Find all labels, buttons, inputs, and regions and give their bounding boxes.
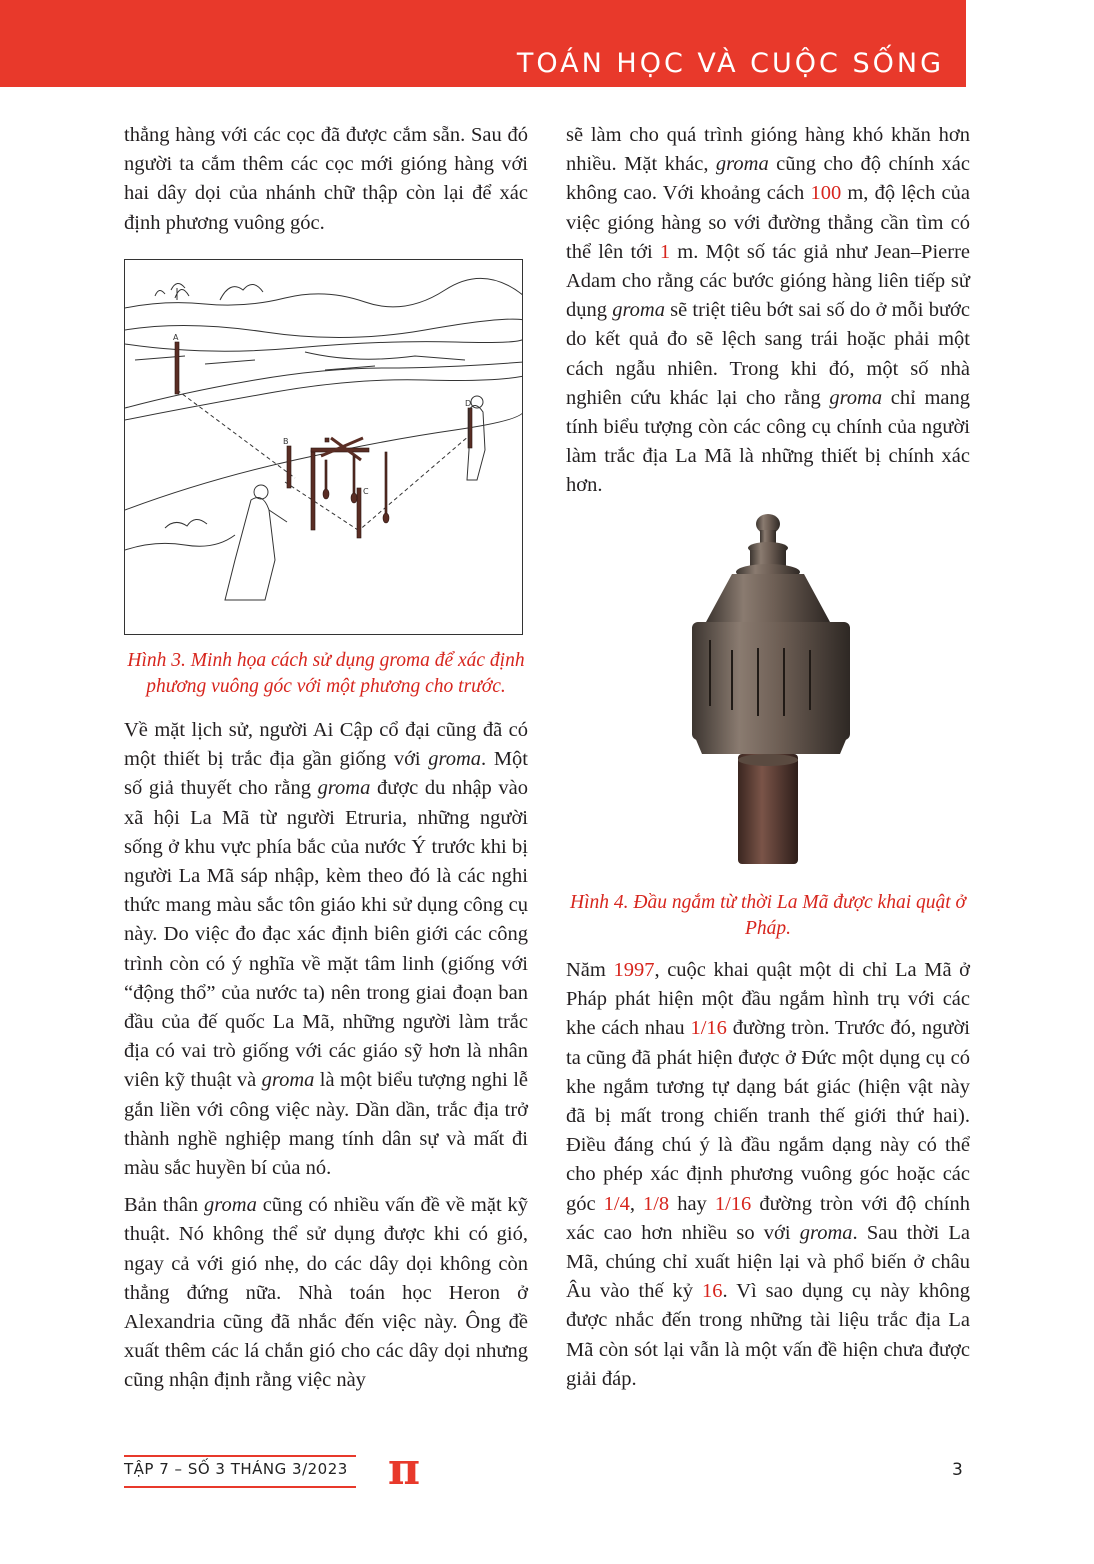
right-column-bottom (566, 956, 970, 1394)
paragraph-history: Về mặt lịch sử, người Ai Cập cổ đại cũng đã có một thiết bị trắc địa gần giống với groma. Một số giả thuyết cho rằng groma được du nhập vào xã hội La Mã từ người Etruria, những người sống ở khu vực phía bắc của nước Ý trước khi bị người La Mã sáp nhập, kèm theo đó là các nghi thức mang màu sắc tôn giáo khi sử dụng công cụ này. Do việc đo đạc xác định biên giới các công trình còn có ý nghĩa về mặt tâm linh (giống với “động thổ” của nước ta) nên trong giai đoạn ban đầu của đế quốc La Mã, những người làm trắc địa có vai trò giống với các giáo sỹ hơn là nhân viên kỹ thuật và groma là một biểu tượng nghi lễ gắn liền với công việc này. Dần dần, trắc địa trở thành nghề nghiệp mang tính dân sự và mất đi màu sắc huyền bí của nó. (124, 719, 529, 1180)
left-column-intro (124, 121, 528, 238)
footer-divider-top (124, 1455, 356, 1457)
label-c: C (363, 487, 369, 496)
right-column-top (566, 121, 970, 501)
issue-info: TẬP 7 – SỐ 3 THÁNG 3/2023 (124, 1460, 348, 1478)
pi-logo-text: π (387, 1448, 421, 1492)
label-d: D (465, 399, 472, 408)
left-column-body (124, 716, 528, 1396)
paragraph: thẳng hàng với các cọc đã được cắm sẵn. Sau đó người ta cắm thêm các cọc mới gióng hàng với hai dây dọi của nhánh chữ thập còn lại để xác định phương vuông góc. (124, 124, 528, 234)
figure-sighting-head-photo (680, 510, 860, 870)
section-title: TOÁN HỌC VÀ CUỘC SỐNG (516, 48, 944, 79)
paragraph-excavation: Năm 1997, cuộc khai quật một di chỉ La Mã ở Pháp phát hiện một đầu ngắm hình trụ với các khe cách nhau 1/16 đường tròn. Trước đó, người ta cũng đã phát hiện được ở Đức một dụng cụ có khe ngắm tương tự dạng bát giác (hiện vật này đã bị mất trong chiến tranh thế giới thứ hai). Điều đáng chú ý là đầu ngắm dạng này có thể cho phép xác định phương vuông góc hoặc các góc 1/4, 1/8 hay 1/16 đường tròn với độ chính xác cao hơn nhiều so với groma. Sau thời La Mã, chúng chỉ xuất hiện lại và phổ biến ở châu Âu vào thế kỷ 16. Vì sao dụng cụ này không được nhắc đến trong những tài liệu trắc địa La Mã còn sót lại vẫn là một vấn đề hiện chưa được giải đáp. (566, 959, 971, 1390)
figure3-caption: Hình 3. Minh họa cách sử dụng groma để xác định phương vuông góc với một phương cho trước. (127, 650, 525, 697)
paragraph-accuracy: sẽ làm cho quá trình gióng hàng khó khăn hơn nhiều. Mặt khác, groma cũng cho độ chính xác không cao. Với khoảng cách 100 m, độ lệch của việc gióng hàng so với đường thẳng cần tìm có thể lên tới 1 m. Một số tác giả như Jean–Pierre Adam cho rằng các bước gióng hàng liên tiếp sử dụng groma sẽ triệt tiêu bớt sai số do ở mỗi bước do kết quả đo sẽ lệch sang trái hoặc phải một cách ngẫu nhiên. Trong khi đó, một số nhà nghiên cứu khác lại cho rằng groma chỉ mang tính biểu tượng còn các công cụ chính của người làm trắc địa La Mã là những thiết bị chính xác hơn. (566, 124, 971, 497)
page-number: 3 (952, 1460, 963, 1480)
footer-divider-bottom (124, 1486, 356, 1488)
header-bar (0, 0, 966, 87)
paragraph-technical: Bản thân groma cũng có nhiều vấn đề về mặt kỹ thuật. Nó không thể sử dụng được khi có gió, ngay cả với gió nhẹ, do các dây dọi không còn thẳng đứng nữa. Nhà toán học Heron ở Alexandria cũng đã nhắc đến việc này. Ông đề xuất thêm các lá chắn gió cho các dây dọi nhưng cũng nhận định rằng việc này (124, 1194, 528, 1392)
figure4-caption: Hình 4. Đầu ngắm từ thời La Mã được khai quật ở Pháp. (570, 892, 966, 939)
label-b: B (283, 437, 289, 446)
label-a: A (173, 333, 179, 342)
pi-logo-icon (382, 1448, 426, 1492)
figure-groma-illustration (124, 259, 523, 635)
